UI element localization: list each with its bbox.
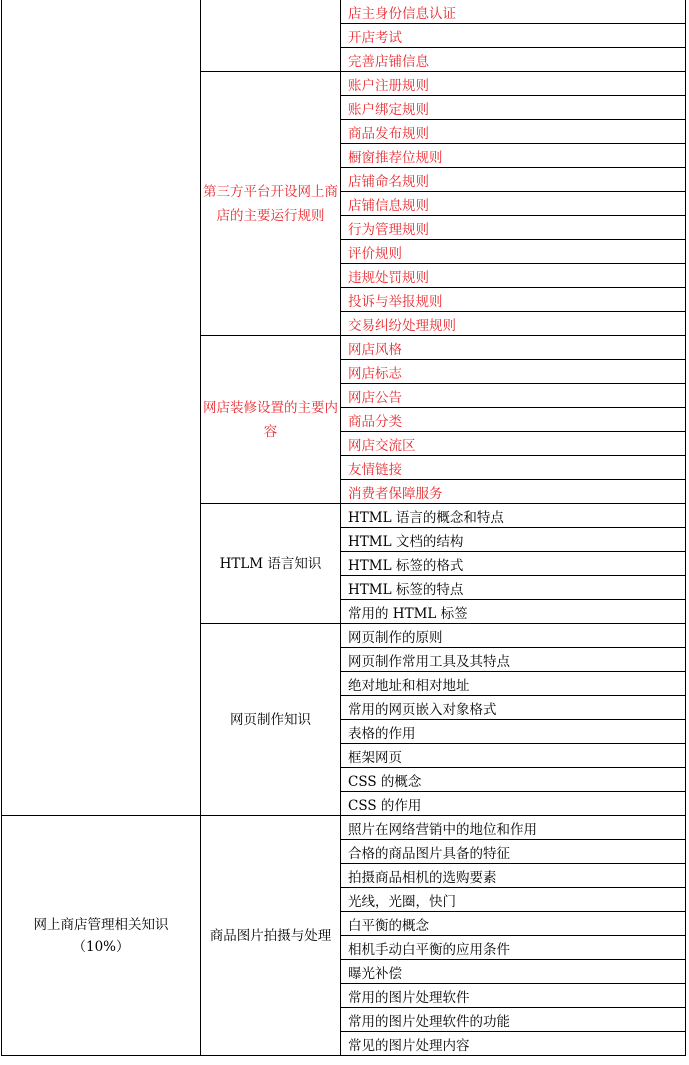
- knowledge-point-cell: 违规处罚规则: [341, 264, 686, 288]
- category-weight: （10%）: [72, 938, 130, 955]
- table-row: [2, 816, 686, 840]
- knowledge-point-cell: 白平衡的概念: [341, 912, 686, 936]
- knowledge-point-cell: CSS 的概念: [341, 768, 686, 792]
- topic-cell: 第三方平台开设网上商店的主要运行规则: [201, 72, 341, 336]
- topic-cell: 网店装修设置的主要内容: [201, 336, 341, 504]
- knowledge-point-cell: 常用的图片处理软件: [341, 984, 686, 1008]
- knowledge-point-cell: 友情链接: [341, 456, 686, 480]
- knowledge-point-cell: 完善店铺信息: [341, 48, 686, 72]
- knowledge-point-cell: 店铺命名规则: [341, 168, 686, 192]
- knowledge-point-cell: 常用的图片处理软件的功能: [341, 1008, 686, 1032]
- knowledge-point-cell: HTML 文档的结构: [341, 528, 686, 552]
- category-cell: [2, 816, 201, 1056]
- knowledge-point-cell: 网店标志: [341, 360, 686, 384]
- knowledge-point-cell: 网店风格: [341, 336, 686, 360]
- knowledge-point-cell: HTML 标签的特点: [341, 576, 686, 600]
- knowledge-point-cell: 账户绑定规则: [341, 96, 686, 120]
- knowledge-point-cell: HTML 语言的概念和特点: [341, 504, 686, 528]
- knowledge-point-cell: 店主身份信息认证: [341, 0, 686, 24]
- knowledge-point-cell: 曝光补偿: [341, 960, 686, 984]
- knowledge-point-cell: 网店公告: [341, 384, 686, 408]
- knowledge-point-cell: 常用的 HTML 标签: [341, 600, 686, 624]
- table-row: [2, 0, 686, 24]
- knowledge-point-cell: 光线，光圈，快门: [341, 888, 686, 912]
- knowledge-point-cell: 开店考试: [341, 24, 686, 48]
- knowledge-point-cell: 交易纠纷处理规则: [341, 312, 686, 336]
- knowledge-point-cell: 常用的网页嵌入对象格式: [341, 696, 686, 720]
- knowledge-point-cell: 评价规则: [341, 240, 686, 264]
- knowledge-point-cell: 绝对地址和相对地址: [341, 672, 686, 696]
- topic-cell: 商品图片拍摄与处理: [201, 816, 341, 1056]
- knowledge-point-cell: 框架网页: [341, 744, 686, 768]
- topic-cell: 网页制作知识: [201, 624, 341, 816]
- knowledge-point-cell: 账户注册规则: [341, 72, 686, 96]
- knowledge-point-cell: 常见的图片处理内容: [341, 1032, 686, 1056]
- category-cell-empty: [2, 0, 201, 816]
- knowledge-point-cell: 行为管理规则: [341, 216, 686, 240]
- category-label: 网上商店管理相关知识: [33, 916, 169, 933]
- knowledge-point-cell: 店铺信息规则: [341, 192, 686, 216]
- knowledge-point-cell: HTML 标签的格式: [341, 552, 686, 576]
- syllabus-table: [1, 0, 686, 1056]
- knowledge-point-cell: 拍摄商品相机的选购要素: [341, 864, 686, 888]
- knowledge-point-cell: 橱窗推荐位规则: [341, 144, 686, 168]
- knowledge-point-cell: 网页制作常用工具及其特点: [341, 648, 686, 672]
- knowledge-point-cell: 相机手动白平衡的应用条件: [341, 936, 686, 960]
- knowledge-point-cell: 商品分类: [341, 408, 686, 432]
- knowledge-point-cell: 网店交流区: [341, 432, 686, 456]
- knowledge-point-cell: 合格的商品图片具备的特征: [341, 840, 686, 864]
- knowledge-point-cell: 网页制作的原则: [341, 624, 686, 648]
- knowledge-point-cell: 商品发布规则: [341, 120, 686, 144]
- knowledge-point-cell: 表格的作用: [341, 720, 686, 744]
- knowledge-point-cell: 消费者保障服务: [341, 480, 686, 504]
- topic-cell: HTLM 语言知识: [201, 504, 341, 624]
- knowledge-point-cell: CSS 的作用: [341, 792, 686, 816]
- knowledge-point-cell: 投诉与举报规则: [341, 288, 686, 312]
- topic-cell: [201, 0, 341, 72]
- knowledge-point-cell: 照片在网络营销中的地位和作用: [341, 816, 686, 840]
